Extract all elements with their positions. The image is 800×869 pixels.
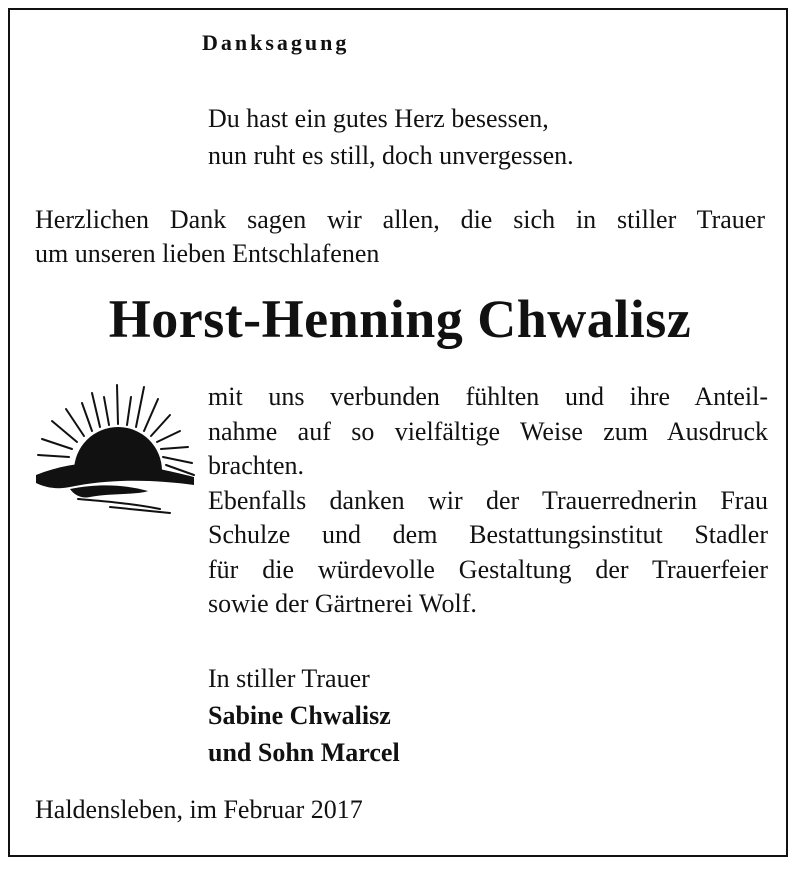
mourner-name: und Sohn Marcel	[208, 738, 400, 767]
intro-paragraph	[35, 203, 765, 271]
body-line: mit uns verbunden fühlten und ihre Anteil-	[208, 382, 768, 411]
intro-line: Herzlichen Dank sagen wir allen, die sich in stiller Trauer	[35, 205, 765, 234]
body-line: sowie der Gärtnerei Wolf.	[208, 589, 477, 618]
verse-line: nun ruht es still, doch unvergessen.	[208, 141, 574, 170]
intro-line: um unseren lieben Entschlafenen	[35, 239, 380, 268]
mourner-name: Sabine Chwalisz	[208, 701, 391, 730]
notice-heading: Danksagung	[202, 30, 350, 55]
mourners-block	[208, 660, 400, 771]
sunset-over-hills-icon	[30, 375, 198, 515]
mourning-label: In stiller Trauer	[208, 664, 370, 693]
body-line: für die würdevolle Gestaltung der Trauerfeier	[208, 554, 768, 584]
thanks-paragraph	[208, 380, 768, 622]
memorial-verse	[208, 100, 574, 174]
body-line: nahme auf so vielfältige Weise zum Ausdruck	[208, 416, 768, 446]
deceased-name: Horst-Henning Chwalisz	[108, 289, 692, 349]
body-line: brachten.	[208, 451, 305, 480]
place-and-date: Haldensleben, im Februar 2017	[35, 795, 363, 824]
body-line: Ebenfalls danken wir der Trauerrednerin Frau	[208, 485, 768, 515]
verse-line: Du hast ein gutes Herz besessen,	[208, 104, 549, 133]
body-line: Schulze und dem Bestattungsinstitut Stadler	[208, 520, 768, 549]
